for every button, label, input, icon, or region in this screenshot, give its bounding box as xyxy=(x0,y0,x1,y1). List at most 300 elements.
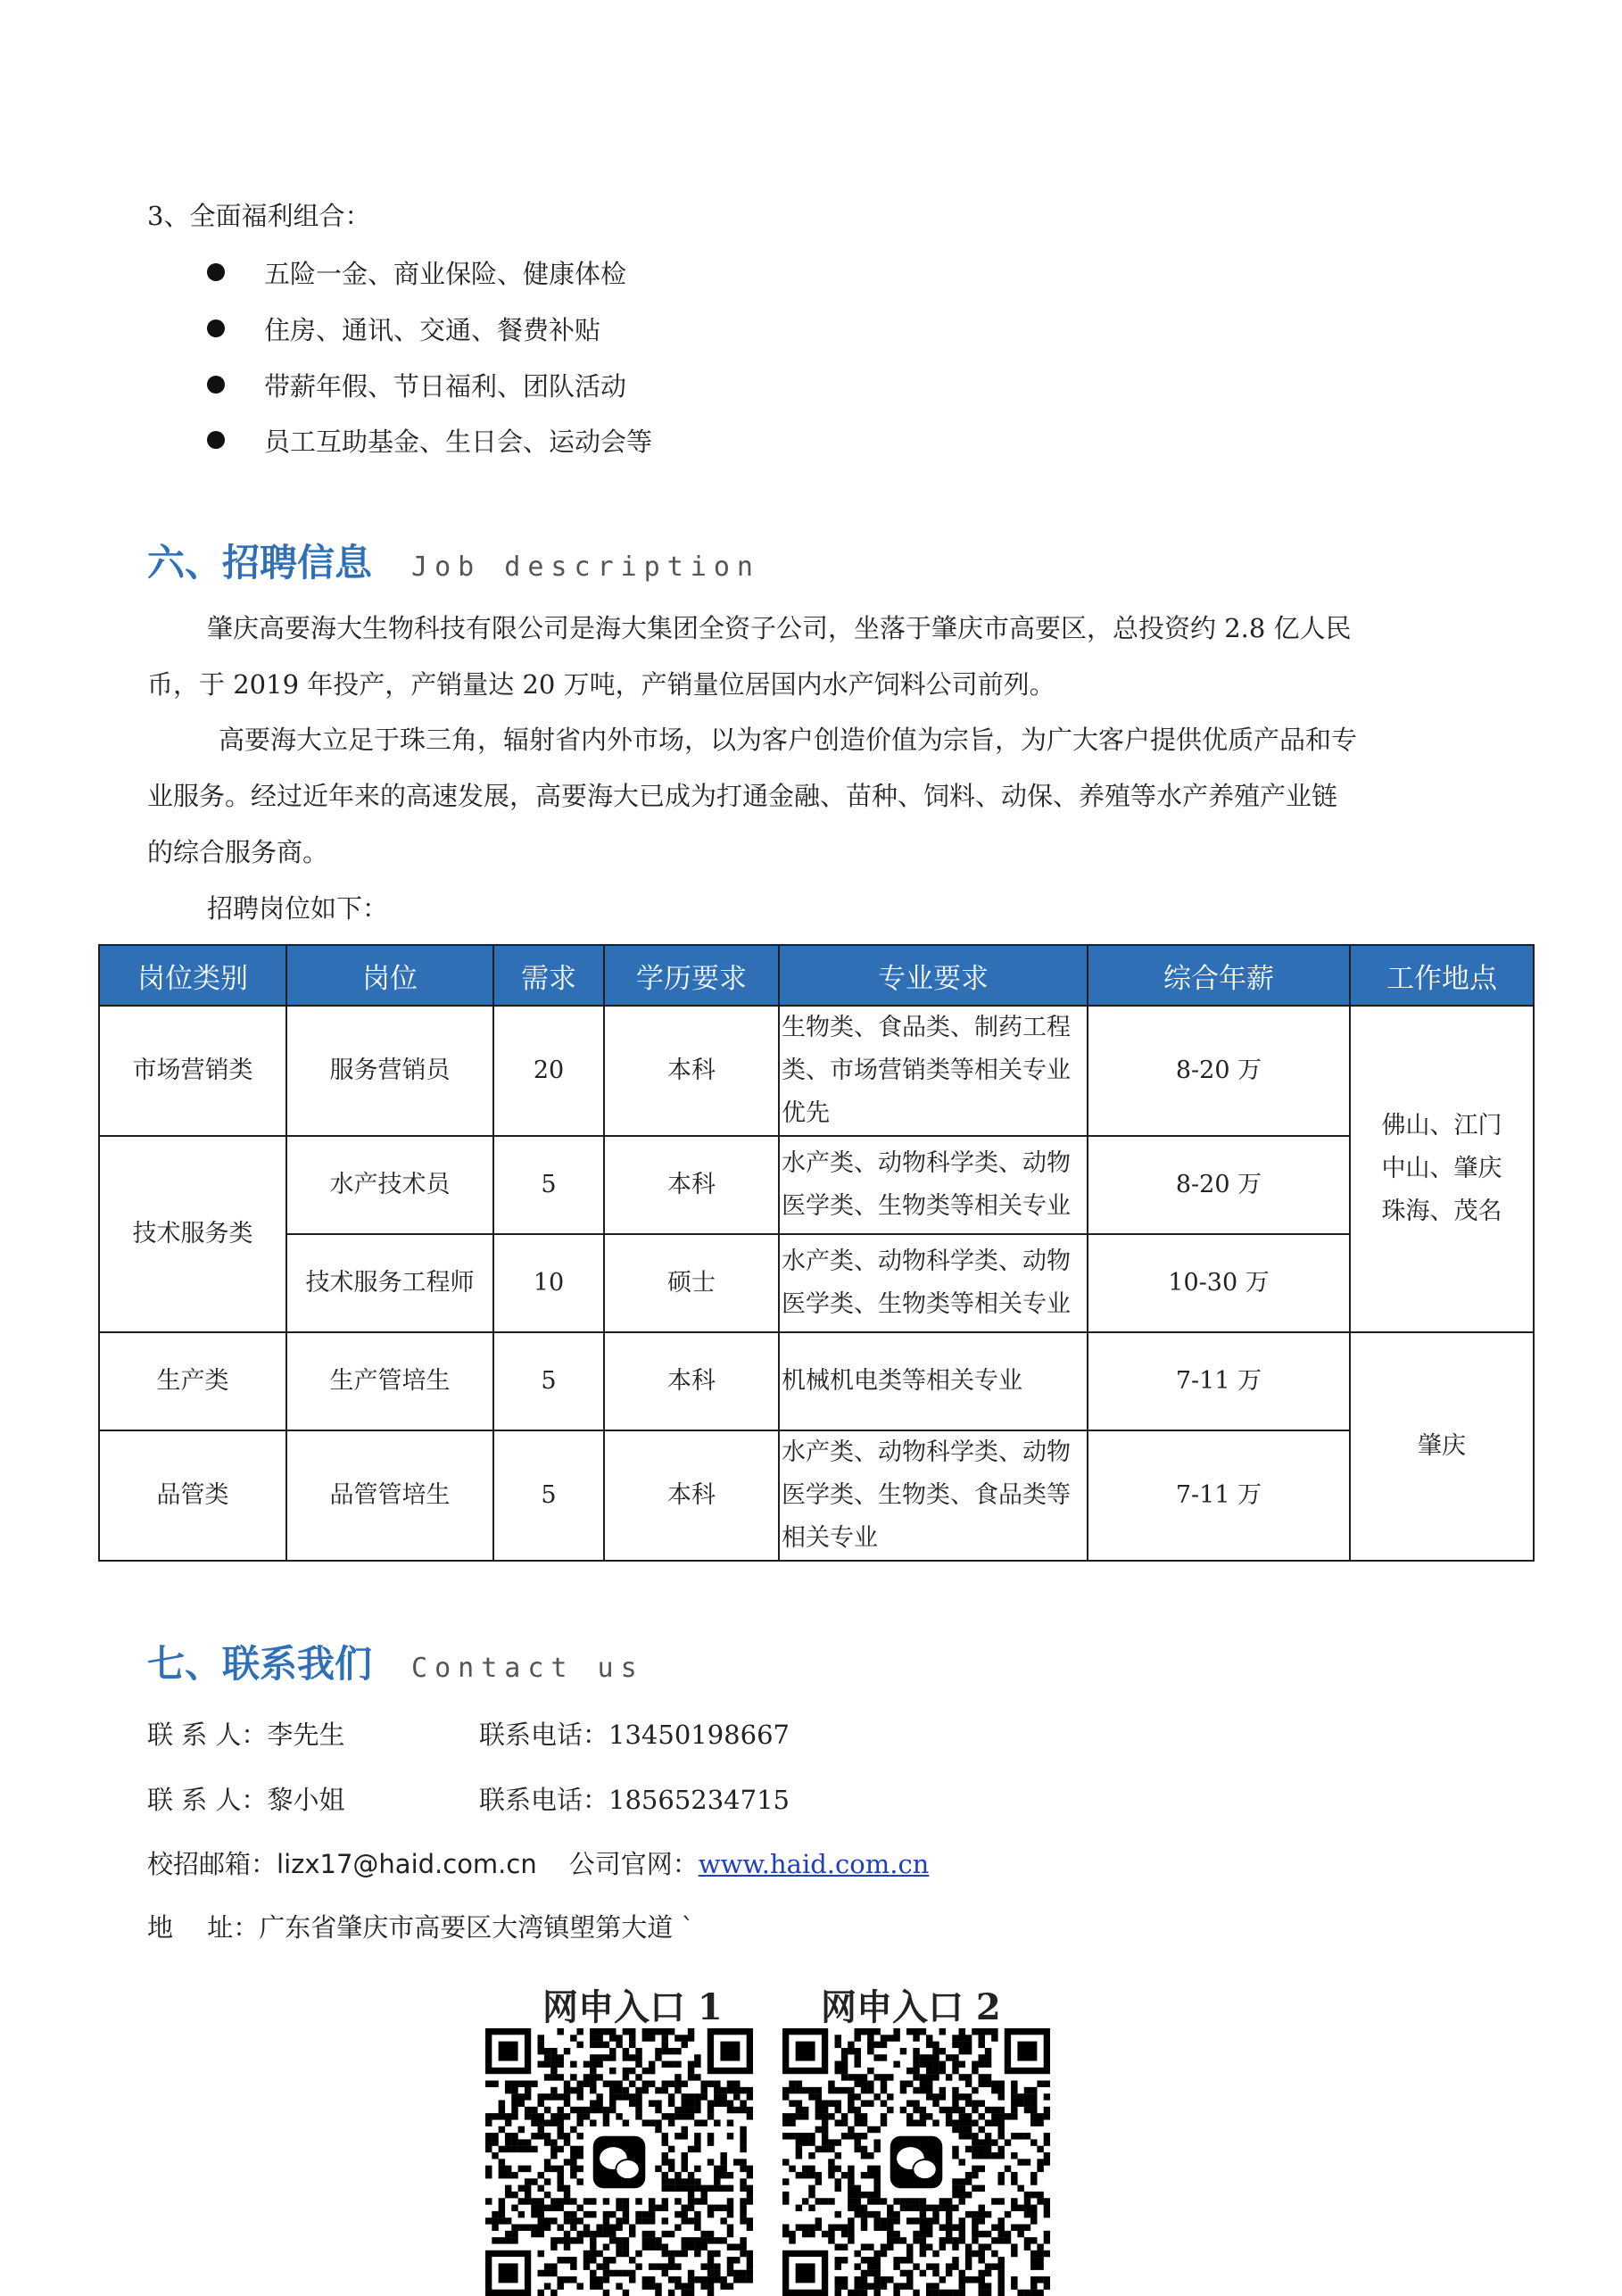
qr-module xyxy=(1017,2159,1023,2165)
qr-module xyxy=(629,2035,635,2041)
qr-module xyxy=(1024,2133,1030,2139)
qr-module xyxy=(867,2100,873,2106)
qr-module xyxy=(965,2133,972,2139)
qr-module xyxy=(991,2113,997,2119)
qr-module xyxy=(674,2250,681,2257)
qr-module xyxy=(979,2074,985,2080)
qr-module xyxy=(867,2270,873,2276)
benefits-heading: 3、全面福利组合： xyxy=(147,201,371,231)
qr-module xyxy=(867,2081,873,2087)
qr-module xyxy=(848,2205,854,2211)
qr-module xyxy=(985,2146,991,2152)
qr-module xyxy=(959,2107,965,2113)
qr-module xyxy=(603,2217,609,2224)
qr-module xyxy=(835,2166,841,2172)
qr-module xyxy=(688,2178,694,2184)
qr-module xyxy=(1030,2178,1037,2184)
qr-module xyxy=(576,2283,583,2289)
qr-module xyxy=(635,2211,641,2217)
qr-module xyxy=(583,2113,590,2119)
qr-module xyxy=(700,2119,707,2126)
qr-module xyxy=(932,2283,939,2289)
qr-module xyxy=(932,2119,939,2126)
qr-module xyxy=(544,2048,550,2054)
qr-module xyxy=(609,2270,616,2276)
qr-module xyxy=(616,2035,622,2041)
contact-row-email xyxy=(147,1844,929,1881)
qr-module xyxy=(822,2231,828,2237)
qr-module xyxy=(854,2276,860,2283)
qr-module xyxy=(708,2133,714,2139)
qr-module xyxy=(881,2081,887,2087)
qr-module xyxy=(972,2237,978,2243)
qr-module xyxy=(848,2133,854,2139)
qr-module xyxy=(674,2133,681,2139)
qr-module xyxy=(557,2166,563,2172)
qr-module xyxy=(985,2290,991,2296)
qr-module xyxy=(674,2178,681,2184)
cell-salary: 7-11 万 xyxy=(1088,1430,1350,1561)
qr-module xyxy=(518,2100,525,2106)
qr-module xyxy=(564,2198,570,2204)
qr-module xyxy=(893,2263,899,2269)
qr-module xyxy=(590,2042,596,2048)
qr-module xyxy=(997,2290,1004,2296)
qr-module xyxy=(1044,2107,1050,2113)
qr-module xyxy=(733,2107,740,2113)
qr-module xyxy=(881,2100,887,2106)
qr-module xyxy=(913,2054,919,2060)
company-website-link[interactable]: www.haid.com.cn xyxy=(698,1849,930,1879)
qr-module xyxy=(1005,2139,1011,2145)
qr-module xyxy=(740,2250,746,2257)
qr-module xyxy=(965,2276,972,2283)
qr-module xyxy=(727,2211,733,2217)
qr-module xyxy=(881,2054,887,2060)
qr-module xyxy=(822,2107,828,2113)
qr-module xyxy=(1044,2231,1050,2237)
qr-module xyxy=(499,2172,505,2178)
qr-module xyxy=(583,2225,590,2231)
qr-module xyxy=(985,2119,991,2126)
qr-module xyxy=(920,2217,926,2224)
qr-module xyxy=(642,2087,649,2093)
qr-module xyxy=(740,2100,746,2106)
qr-module xyxy=(642,2211,649,2217)
qr-module xyxy=(668,2185,674,2192)
table-row xyxy=(99,1234,1534,1332)
qr-module xyxy=(727,2198,733,2204)
qr-module xyxy=(985,2107,991,2113)
qr-module xyxy=(623,2250,629,2257)
qr-module xyxy=(727,2243,733,2250)
qr-module xyxy=(570,2087,576,2093)
qr-module xyxy=(965,2119,972,2126)
qr-module xyxy=(550,2146,557,2152)
qr-finder-pattern xyxy=(1017,2042,1037,2061)
contact-person: 李先生 xyxy=(267,1720,345,1750)
qr-module xyxy=(616,2081,622,2087)
qr-module xyxy=(1037,2113,1043,2119)
qr-module xyxy=(985,2139,991,2145)
qr-module xyxy=(900,2081,906,2087)
contact-phone-row-2 xyxy=(479,1780,790,1817)
qr-module xyxy=(570,2217,576,2224)
qr-module xyxy=(946,2217,952,2224)
qr-module xyxy=(789,2087,795,2093)
qr-module xyxy=(668,2290,674,2296)
qr-module xyxy=(952,2225,958,2231)
qr-module xyxy=(564,2185,570,2192)
qr-module xyxy=(511,2081,517,2087)
qr-module xyxy=(544,2166,550,2172)
qr-module xyxy=(854,2205,860,2211)
qr-module xyxy=(576,2237,583,2243)
qr-module xyxy=(590,2257,596,2263)
qr-module xyxy=(873,2139,880,2145)
qr-module xyxy=(841,2225,848,2231)
qr-module xyxy=(740,2237,746,2243)
qr-module xyxy=(997,2133,1004,2139)
qr-module xyxy=(733,2093,740,2100)
qr-module xyxy=(1044,2198,1050,2204)
qr-module xyxy=(997,2283,1004,2289)
qr-finder-pattern xyxy=(720,2042,740,2061)
qr-module xyxy=(570,2211,576,2217)
qr-module xyxy=(635,2093,641,2100)
qr-module xyxy=(485,2146,492,2152)
qr-module xyxy=(570,2166,576,2172)
qr-module xyxy=(997,2172,1004,2178)
qr-module xyxy=(603,2107,609,2113)
cell-category: 品管类 xyxy=(99,1430,286,1561)
qr-module xyxy=(835,2107,841,2113)
qr-module xyxy=(740,2217,746,2224)
qr-module xyxy=(635,2074,641,2080)
qr-module xyxy=(881,2119,887,2126)
qr-module xyxy=(906,2119,913,2126)
qr-module xyxy=(616,2283,622,2289)
qr-module xyxy=(629,2042,635,2048)
qr-module xyxy=(747,2185,753,2192)
qr-module xyxy=(802,2231,808,2237)
qr-module xyxy=(913,2035,919,2041)
qr-module xyxy=(570,2257,576,2263)
qr-module xyxy=(985,2270,991,2276)
qr-module xyxy=(1011,2225,1017,2231)
qr-module xyxy=(570,2225,576,2231)
qr-module xyxy=(655,2048,661,2054)
qr-module xyxy=(815,2172,822,2178)
intro-para2-line2: 业服务。经过近年来的高速发展，高要海大已成为打通金融、苗种、饲料、动保、养殖等水产养殖产业链 xyxy=(147,781,1338,811)
qr-module xyxy=(708,2276,714,2283)
qr-module xyxy=(714,2263,720,2269)
qr-module xyxy=(499,2205,505,2211)
qr-module xyxy=(525,2198,531,2204)
qr-module xyxy=(991,2081,997,2087)
qr-module xyxy=(525,2081,531,2087)
qr-module xyxy=(1037,2192,1043,2198)
qr-module xyxy=(505,2217,511,2224)
qr-module xyxy=(913,2087,919,2093)
qr-module xyxy=(979,2217,985,2224)
qr-module xyxy=(841,2257,848,2263)
qr-module xyxy=(733,2276,740,2283)
qr-module xyxy=(531,2198,537,2204)
qr-module xyxy=(700,2087,707,2093)
qr-module xyxy=(674,2185,681,2192)
qr-module xyxy=(662,2035,668,2041)
qr-module xyxy=(854,2093,860,2100)
qr-module xyxy=(576,2166,583,2172)
qr-module xyxy=(979,2166,985,2172)
qr-module xyxy=(629,2231,635,2237)
qr-module xyxy=(861,2152,867,2159)
qr-module xyxy=(740,2205,746,2211)
qr-module xyxy=(848,2107,854,2113)
email[interactable]: lizx17@haid.com.cn xyxy=(277,1849,537,1879)
qr-module xyxy=(926,2217,932,2224)
qr-module xyxy=(544,2119,550,2126)
qr-module xyxy=(733,2257,740,2263)
qr-module xyxy=(815,2107,822,2113)
qr-module xyxy=(727,2172,733,2178)
qr-module xyxy=(959,2093,965,2100)
qr-module xyxy=(740,2166,746,2172)
qr-module xyxy=(926,2283,932,2289)
qr-module xyxy=(854,2113,860,2119)
qr-module xyxy=(714,2237,720,2243)
qr-module xyxy=(991,2119,997,2126)
qr-module xyxy=(694,2166,700,2172)
qr-module xyxy=(979,2290,985,2296)
qr-module xyxy=(906,2068,913,2074)
section-title-en: Job description xyxy=(411,551,760,583)
qr-module xyxy=(946,2211,952,2217)
qr-module xyxy=(802,2225,808,2231)
qr-module xyxy=(688,2205,694,2211)
qr-code-2[interactable] xyxy=(782,2028,1050,2296)
qr-module xyxy=(511,2113,517,2119)
qr-module xyxy=(708,2263,714,2269)
qr-module xyxy=(550,2205,557,2211)
qr-module xyxy=(694,2198,700,2204)
qr-module xyxy=(714,2185,720,2192)
qr-module xyxy=(727,2119,733,2126)
qr-module xyxy=(688,2243,694,2250)
qr-module xyxy=(782,2093,789,2100)
qr-module xyxy=(1011,2152,1017,2159)
qr-module xyxy=(861,2119,867,2126)
qr-module xyxy=(952,2068,958,2074)
qr-module xyxy=(926,2087,932,2093)
qr-module xyxy=(835,2042,841,2048)
qr-module xyxy=(635,2113,641,2119)
qr-module xyxy=(828,2139,834,2145)
qr-module xyxy=(649,2100,655,2106)
qr-module xyxy=(900,2198,906,2204)
qr-module xyxy=(538,2133,544,2139)
qr-module xyxy=(603,2257,609,2263)
qr-module xyxy=(655,2028,661,2035)
qr-module xyxy=(815,2100,822,2106)
qr-module xyxy=(720,2283,726,2289)
qr-module xyxy=(544,2205,550,2211)
qr-module xyxy=(906,2217,913,2224)
qr-module xyxy=(518,2166,525,2172)
qr-module xyxy=(932,2205,939,2211)
qr-module xyxy=(900,2048,906,2054)
qr-module xyxy=(564,2081,570,2087)
qr-module xyxy=(997,2270,1004,2276)
qr-module xyxy=(952,2107,958,2113)
qr-module xyxy=(1037,2276,1043,2283)
qr-module xyxy=(861,2133,867,2139)
qr-module xyxy=(939,2048,946,2054)
qr-module xyxy=(802,2133,808,2139)
qr-module xyxy=(525,2093,531,2100)
qr-module xyxy=(557,2107,563,2113)
qr-module xyxy=(682,2166,688,2172)
qr-module xyxy=(629,2100,635,2106)
qr-module xyxy=(544,2107,550,2113)
qr-module xyxy=(531,2119,537,2126)
qr-module xyxy=(485,2081,492,2087)
qr-module xyxy=(991,2028,997,2035)
location-line: 佛山、江门 xyxy=(1381,1112,1502,1140)
qr-module xyxy=(609,2257,616,2263)
qr-module xyxy=(700,2243,707,2250)
qr-module xyxy=(727,2231,733,2237)
qr-module xyxy=(893,2211,899,2217)
qr-module xyxy=(991,2139,997,2145)
qr-module xyxy=(887,2205,893,2211)
qr-module xyxy=(965,2126,972,2133)
qr-module xyxy=(576,2119,583,2126)
cell-count: 5 xyxy=(493,1332,604,1430)
qr-module xyxy=(550,2113,557,2119)
qr-code-1[interactable] xyxy=(485,2028,753,2296)
qr-module xyxy=(662,2243,668,2250)
contact-person-label: 联 系 人： xyxy=(147,1720,268,1750)
benefit-text: 住房、通讯、交通、餐费补贴 xyxy=(264,314,601,345)
qr-module xyxy=(1044,2276,1050,2283)
qr-module xyxy=(1024,2100,1030,2106)
qr-module xyxy=(603,2270,609,2276)
qr-module xyxy=(1024,2107,1030,2113)
qr-module xyxy=(920,2243,926,2250)
qr-module xyxy=(616,2225,622,2231)
qr-module xyxy=(616,2243,622,2250)
qr-module xyxy=(920,2074,926,2080)
qr-module xyxy=(873,2276,880,2283)
qr-module xyxy=(714,2172,720,2178)
qr-module xyxy=(939,2028,946,2035)
qr-module xyxy=(576,2081,583,2087)
qr-module xyxy=(939,2093,946,2100)
table-row xyxy=(99,1006,1534,1136)
qr-module xyxy=(538,2185,544,2192)
qr-module xyxy=(997,2276,1004,2283)
qr-module xyxy=(511,2146,517,2152)
qr-module xyxy=(570,2237,576,2243)
header-degree: 学历要求 xyxy=(604,945,779,1006)
section-title-recruit xyxy=(147,534,760,587)
qr-module xyxy=(848,2217,854,2224)
qr-module xyxy=(965,2100,972,2106)
qr-module xyxy=(1011,2283,1017,2289)
intro-para1-line1: 肇庆高要海大生物科技有限公司是海大集团全资子公司，坐落于肇庆市高要区，总投资约 2.8 亿人民 xyxy=(207,613,1352,643)
qr-module xyxy=(505,2231,511,2237)
qr-module xyxy=(959,2198,965,2204)
qr-module xyxy=(609,2068,616,2074)
qr-module xyxy=(694,2133,700,2139)
qr-module xyxy=(841,2068,848,2074)
qr-module xyxy=(789,2237,795,2243)
qr-module xyxy=(714,2087,720,2093)
qr-module xyxy=(979,2113,985,2119)
qr-module xyxy=(564,2211,570,2217)
qr-module xyxy=(538,2270,544,2276)
qr-module xyxy=(835,2276,841,2283)
qr-module xyxy=(505,2113,511,2119)
qr-module xyxy=(802,2113,808,2119)
qr-module xyxy=(557,2133,563,2139)
qr-module xyxy=(629,2225,635,2231)
qr-module xyxy=(926,2290,932,2296)
qr-module xyxy=(887,2093,893,2100)
qr-module xyxy=(1011,2205,1017,2211)
qr-module xyxy=(596,2250,602,2257)
qr-module xyxy=(485,2133,492,2139)
qr-module xyxy=(782,2198,789,2204)
qr-module xyxy=(959,2133,965,2139)
qr-module xyxy=(1030,2250,1037,2257)
qr-module xyxy=(861,2074,867,2080)
qr-module xyxy=(1044,2113,1050,2119)
qr-module xyxy=(649,2028,655,2035)
qr-module xyxy=(708,2185,714,2192)
qr-module xyxy=(985,2283,991,2289)
qr-module xyxy=(740,2139,746,2145)
cell-degree: 本科 xyxy=(604,1136,779,1234)
qr-module xyxy=(708,2270,714,2276)
qr-module xyxy=(867,2068,873,2074)
qr-module xyxy=(815,2113,822,2119)
qr-module xyxy=(682,2290,688,2296)
qr-module xyxy=(747,2276,753,2283)
qr-module xyxy=(682,2042,688,2048)
qr-module xyxy=(1024,2087,1030,2093)
qr-module xyxy=(991,2237,997,2243)
qr-module xyxy=(564,2133,570,2139)
qr-module xyxy=(861,2225,867,2231)
qr-module xyxy=(979,2283,985,2289)
qr-module xyxy=(623,2054,629,2060)
qr-module xyxy=(531,2146,537,2152)
cell-major: 水产类、动物科学类、动物医学类、生物类、食品类等相关专业 xyxy=(779,1430,1088,1561)
qr-module xyxy=(997,2146,1004,2152)
qr-module xyxy=(861,2113,867,2119)
qr-module xyxy=(525,2107,531,2113)
qr-module xyxy=(861,2192,867,2198)
qr-module xyxy=(603,2054,609,2060)
qr-module xyxy=(979,2035,985,2041)
qr-module xyxy=(694,2054,700,2060)
qr-module xyxy=(727,2283,733,2289)
qr-module xyxy=(590,2074,596,2080)
qr-module xyxy=(959,2192,965,2198)
